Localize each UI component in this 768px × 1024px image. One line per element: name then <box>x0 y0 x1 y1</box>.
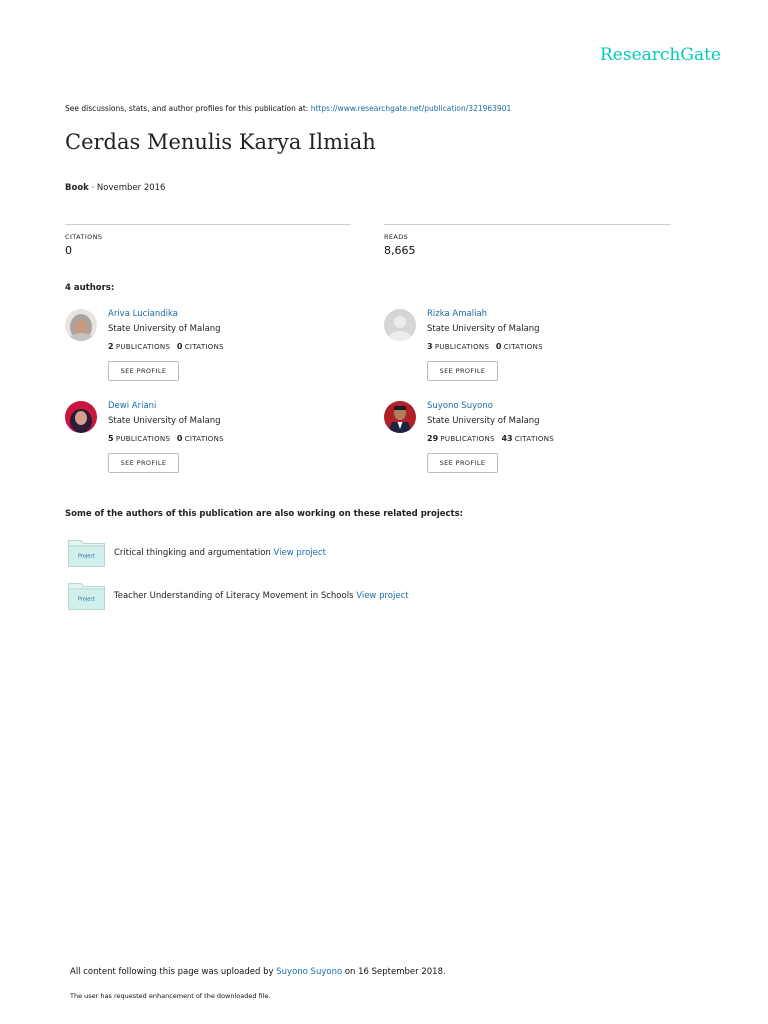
author-card <box>65 309 345 389</box>
see-profile-button[interactable]: SEE PROFILE <box>427 453 498 473</box>
project-folder-icon <box>68 539 105 567</box>
publication-url-link[interactable]: https://www.researchgate.net/publication/321963901 <box>310 104 512 113</box>
author-citations-count: 43 <box>501 434 513 443</box>
related-projects-heading: Some of the authors of this publication are also working on these related projects: <box>65 509 464 519</box>
project-name: Critical thingking and argumentation <box>114 548 274 558</box>
project-text <box>114 591 409 601</box>
author-institution: State University of Malang <box>108 416 221 426</box>
see-profile-button[interactable]: SEE PROFILE <box>108 453 179 473</box>
author-publications-label: PUBLICATIONS <box>440 435 495 443</box>
reads-label: READS <box>384 233 409 241</box>
author-name-link[interactable]: Rizka Amaliah <box>427 309 488 319</box>
author-institution: State University of Malang <box>108 324 221 334</box>
author-citations-label: CITATIONS <box>184 343 224 351</box>
project-badge: Project <box>77 596 96 603</box>
project-name: Teacher Understanding of Literacy Movement in Schools <box>114 591 357 601</box>
author-stats <box>108 434 224 443</box>
intro-text: See discussions, stats, and author profiles for this publication at: <box>65 104 311 113</box>
citations-value: 0 <box>65 244 72 257</box>
author-stats <box>108 342 224 351</box>
author-citations-count: 0 <box>176 434 183 443</box>
publication-meta <box>65 183 165 193</box>
author-publications-label: PUBLICATIONS <box>434 343 490 351</box>
author-name-link[interactable]: Suyono Suyono <box>427 401 493 411</box>
view-project-link[interactable]: View project <box>273 548 326 558</box>
author-stats <box>427 342 543 351</box>
author-name-link[interactable]: Ariva Luciandika <box>108 309 178 319</box>
author-publications-label: PUBLICATIONS <box>115 343 171 351</box>
intro-line <box>65 104 511 113</box>
publication-date: · November 2016 <box>88 183 166 193</box>
project-badge: Project <box>77 553 96 560</box>
uploader-link[interactable]: Suyono Suyono <box>276 967 343 977</box>
author-citations-label: CITATIONS <box>514 435 554 443</box>
author-name-link[interactable]: Dewi Ariani <box>108 401 157 411</box>
author-institution: State University of Malang <box>427 416 540 426</box>
researchgate-logo[interactable]: ResearchGate <box>600 45 721 65</box>
view-project-link[interactable]: View project <box>356 591 409 601</box>
author-citations-label: CITATIONS <box>184 435 224 443</box>
project-item <box>68 539 568 569</box>
author-publications-label: PUBLICATIONS <box>115 435 171 443</box>
author-citations-label: CITATIONS <box>503 343 543 351</box>
author-publications-count: 29 <box>427 434 439 443</box>
author-publications-count: 5 <box>108 434 114 443</box>
author-avatar[interactable] <box>384 401 416 433</box>
upload-suffix: on 16 September 2018. <box>342 967 446 977</box>
authors-heading: 4 authors: <box>65 283 115 293</box>
author-card <box>384 309 664 389</box>
upload-prefix: All content following this page was uploaded by <box>70 967 277 977</box>
see-profile-button[interactable]: SEE PROFILE <box>108 361 179 381</box>
see-profile-button[interactable]: SEE PROFILE <box>427 361 498 381</box>
author-card <box>65 401 345 481</box>
project-folder-icon <box>68 582 105 610</box>
publication-title: Cerdas Menulis Karya Ilmiah <box>65 130 376 154</box>
author-citations-count: 0 <box>495 342 502 351</box>
author-card <box>384 401 664 481</box>
author-avatar[interactable] <box>65 401 97 433</box>
citations-label: CITATIONS <box>65 233 103 241</box>
reads-value: 8,665 <box>384 244 416 257</box>
enhancement-note: The user has requested enhancement of the downloaded file. <box>70 992 271 1000</box>
author-publications-count: 2 <box>108 342 114 351</box>
divider-right <box>384 224 671 225</box>
author-stats <box>427 434 554 443</box>
author-avatar[interactable] <box>65 309 97 341</box>
default-avatar-icon[interactable] <box>384 309 416 341</box>
project-text <box>114 548 326 558</box>
author-citations-count: 0 <box>176 342 183 351</box>
publication-type: Book <box>65 183 89 193</box>
upload-note <box>70 967 446 977</box>
author-institution: State University of Malang <box>427 324 540 334</box>
divider-left <box>65 224 351 225</box>
author-publications-count: 3 <box>427 342 433 351</box>
project-item <box>68 582 568 612</box>
